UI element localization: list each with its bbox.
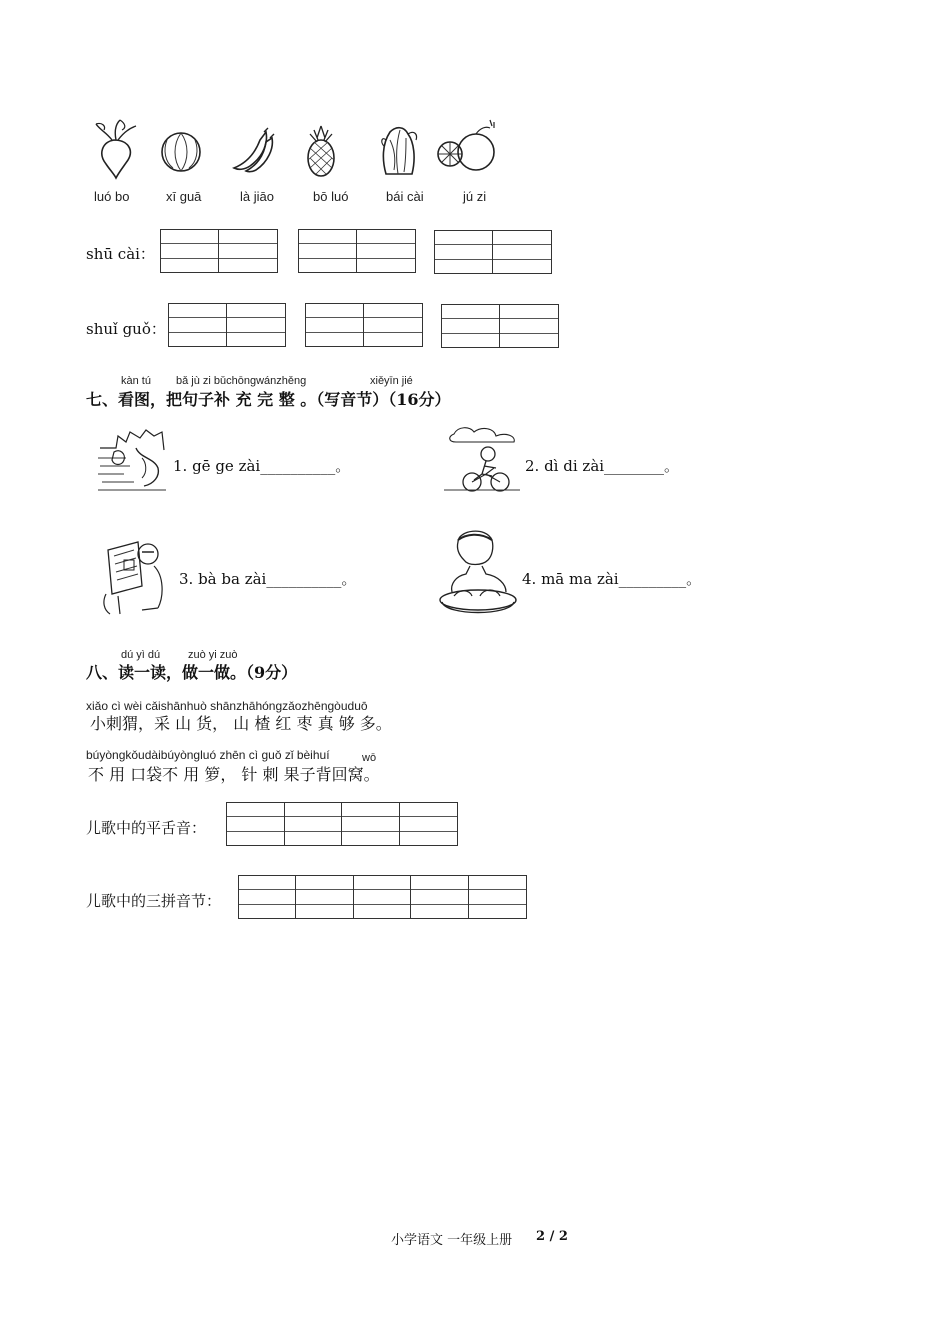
shucai-label: shū cài： (86, 245, 155, 263)
sentence-2[interactable]: 2. dì di zài________。 (525, 457, 680, 475)
section8-title: 八、读一读，做一做。（9分） (86, 663, 298, 682)
answer-grid-shuiguo-1[interactable] (168, 303, 286, 347)
answer-grid-shuiguo-2[interactable] (305, 303, 423, 347)
question-sanpin: 儿歌中的三拼音节： (86, 892, 222, 910)
answer-grid-shucai-2[interactable] (298, 229, 416, 273)
answer-grid-shucai-3[interactable] (434, 230, 552, 274)
poem-line1-pinyin: xiǎo cì wèi cǎishānhuò shānzhāhóngzǎozhēngòuduō (86, 699, 368, 713)
chili-pepper-icon (230, 128, 276, 174)
answer-grid-pingsheyin[interactable] (226, 802, 458, 846)
pinyin-baicai: bái cài (386, 189, 424, 204)
sentence-4[interactable]: 4. mā ma zài_________。 (522, 570, 702, 588)
question-pingsheyin: 儿歌中的平舌音： (86, 819, 207, 837)
radish-icon (92, 118, 140, 180)
man-reading-newspaper-icon (98, 536, 170, 616)
sentence-3[interactable]: 3. bà ba zài__________。 (179, 570, 357, 588)
cabbage-icon (378, 124, 420, 180)
pinyin-duyidu: dú yì dú (121, 649, 161, 661)
pinyin-zuoyizuo: zuò yi zuò (188, 649, 238, 661)
sentence-1[interactable]: 1. gē ge zài__________。 (173, 457, 351, 475)
page-number: 2 / 2 (536, 1229, 568, 1244)
pinyin-boluo: bō luó (313, 189, 349, 204)
poem-line1: 小刺猬，采 山 货， 山 楂 红 枣 真 够 多。 (90, 714, 392, 733)
poem-line2: 不 用 口袋不 用 箩， 针 刺 果子背回窝。 (88, 765, 380, 784)
pineapple-icon (304, 124, 338, 178)
river-scene-icon (96, 428, 168, 494)
pinyin-juzi: jú zi (463, 189, 487, 204)
boy-cycling-icon (444, 424, 520, 494)
watermelon-icon (159, 130, 203, 174)
shuiguo-label: shuǐ guǒ： (86, 320, 166, 338)
pinyin-buchongwanzheng: bǎ jù zi bǔchōngwánzhěng (176, 375, 307, 387)
section7-title: 七、看图，把句子补 充 完 整 。（写音节）（16分） (86, 390, 451, 409)
pinyin-xieyinjie: xiěyīn jié (370, 375, 413, 387)
pinyin-luobo: luó bo (94, 189, 130, 204)
mother-washing-icon (436, 526, 518, 622)
answer-grid-shuiguo-3[interactable] (441, 304, 559, 348)
answer-grid-sanpin[interactable] (238, 875, 527, 919)
pinyin-lajiao: là jiāo (240, 189, 274, 204)
footer-subject: 小学语文 一年级上册 (391, 1233, 513, 1248)
answer-grid-shucai-1[interactable] (160, 229, 278, 273)
pinyin-kantu: kàn tú (121, 375, 151, 387)
pinyin-xigua: xī guā (166, 189, 202, 204)
poem-line2-pinyin: búyòngkǒudàibúyòngluó zhēn cì guǒ zǐ bèihuí (86, 748, 330, 762)
poem-line2-pinyin-wo: wō (362, 752, 377, 764)
orange-icon (436, 118, 498, 174)
